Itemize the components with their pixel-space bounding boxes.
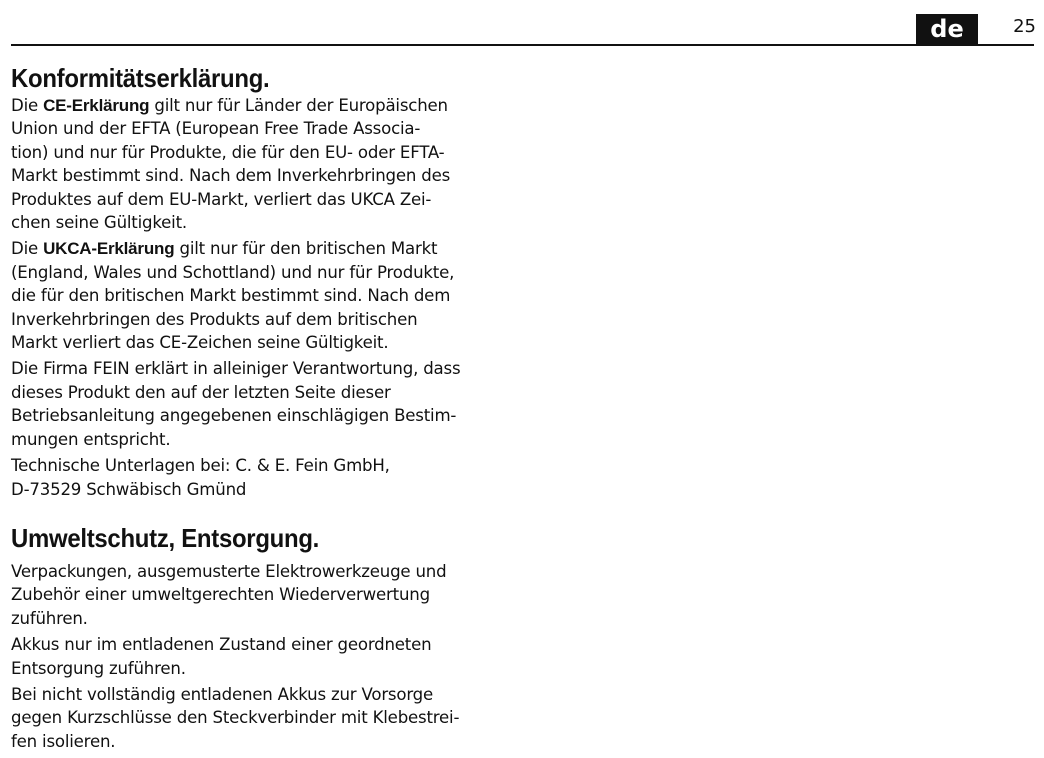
text-line bbox=[11, 583, 531, 606]
text-line bbox=[11, 164, 531, 187]
text-segment: gegen Kurzschlüsse den Steckverbinder mit Klebestrei- bbox=[11, 708, 460, 728]
keyword-bold: CE-Erklärung bbox=[43, 96, 150, 115]
text-segment: Verpackungen, ausgemusterte Elektrowerkzeuge und bbox=[11, 562, 447, 581]
text-line bbox=[11, 381, 531, 404]
page-number: 25 bbox=[1013, 16, 1036, 37]
text-segment: Union und der EFTA (European Free Trade Associa- bbox=[11, 119, 421, 139]
text-line bbox=[11, 94, 531, 117]
text-line bbox=[11, 478, 531, 501]
text-segment: fen isolieren. bbox=[11, 731, 116, 751]
paragraph bbox=[11, 683, 531, 753]
text-line bbox=[11, 633, 531, 656]
section-body-environment bbox=[11, 560, 531, 753]
text-line bbox=[11, 357, 531, 380]
text-segment: die für den britischen Markt bestimmt sind. Nach dem bbox=[11, 286, 451, 306]
text-segment: Technische Unterlagen bei: C. & E. Fein GmbH, bbox=[11, 456, 390, 476]
section-environment bbox=[11, 522, 531, 753]
keyword-bold: UKCA-Erklärung bbox=[43, 239, 175, 259]
text-line bbox=[11, 657, 531, 680]
text-segment: mungen entspricht. bbox=[11, 429, 171, 449]
text-line bbox=[11, 117, 531, 140]
text-segment: dieses Produkt den auf der letzten Seite dieser bbox=[11, 382, 391, 402]
text-line bbox=[11, 308, 531, 331]
section-conformity bbox=[11, 62, 531, 501]
section-body-conformity bbox=[11, 94, 531, 501]
paragraph bbox=[11, 560, 531, 630]
text-segment: Markt bestimmt sind. Nach dem Inverkehrbringen des bbox=[11, 166, 451, 186]
text-line bbox=[11, 730, 531, 753]
paragraph bbox=[11, 454, 531, 501]
text-segment: Markt verliert das CE-Zeichen seine Gültigkeit. bbox=[11, 333, 389, 353]
section-title-environment: Umweltschutz, Entsorgung. bbox=[11, 523, 320, 553]
text-segment: (England, Wales und Schottland) und nur für Produkte, bbox=[11, 262, 455, 282]
text-segment: zuführen. bbox=[11, 608, 88, 628]
text-segment: tion) und nur für Produkte, die für den EU- oder EFTA- bbox=[11, 142, 445, 162]
text-segment: D-73529 Schwäbisch Gmünd bbox=[11, 479, 247, 499]
paragraph bbox=[11, 237, 531, 354]
header-rule bbox=[11, 44, 1034, 46]
text-line bbox=[11, 188, 531, 211]
text-line bbox=[11, 607, 531, 630]
text-line bbox=[11, 237, 531, 260]
text-line bbox=[11, 141, 531, 164]
text-line bbox=[11, 428, 531, 451]
text-line bbox=[11, 284, 531, 307]
text-line bbox=[11, 683, 531, 706]
text-line bbox=[11, 211, 531, 234]
text-segment: Produktes auf dem EU-Markt, verliert das UKCA Zei- bbox=[11, 189, 432, 209]
text-segment: Bei nicht vollständig entladenen Akkus zur Vorsorge bbox=[11, 685, 434, 705]
text-segment: Entsorgung zuführen. bbox=[11, 658, 186, 678]
text-segment: Zubehör einer umweltgerechten Wiederverwertung bbox=[11, 585, 430, 605]
text-line bbox=[11, 404, 531, 427]
paragraph bbox=[11, 94, 531, 234]
language-badge: de bbox=[916, 14, 978, 45]
text-line bbox=[11, 454, 531, 477]
text-segment: gilt nur für Länder der Europäischen bbox=[149, 96, 448, 115]
paragraph bbox=[11, 357, 531, 451]
text-segment: Die bbox=[11, 239, 44, 259]
text-line bbox=[11, 261, 531, 284]
text-line bbox=[11, 331, 531, 354]
text-segment: Die bbox=[11, 96, 44, 115]
text-segment: gilt nur für den britischen Markt bbox=[174, 239, 438, 259]
text-segment: Betriebsanleitung angegebenen einschlägigen Bestim- bbox=[11, 406, 457, 426]
text-segment: Inverkehrbringen des Produkts auf dem britischen bbox=[11, 309, 418, 329]
text-segment: chen seine Gültigkeit. bbox=[11, 213, 187, 233]
text-line bbox=[11, 560, 531, 583]
text-line bbox=[11, 706, 531, 729]
text-segment: Die Firma FEIN erklärt in alleiniger Verantwortung, dass bbox=[11, 359, 461, 379]
section-title-conformity: Konformitätserklärung. bbox=[11, 63, 270, 93]
paragraph bbox=[11, 633, 531, 680]
text-segment: Akkus nur im entladenen Zustand einer geordneten bbox=[11, 635, 432, 655]
